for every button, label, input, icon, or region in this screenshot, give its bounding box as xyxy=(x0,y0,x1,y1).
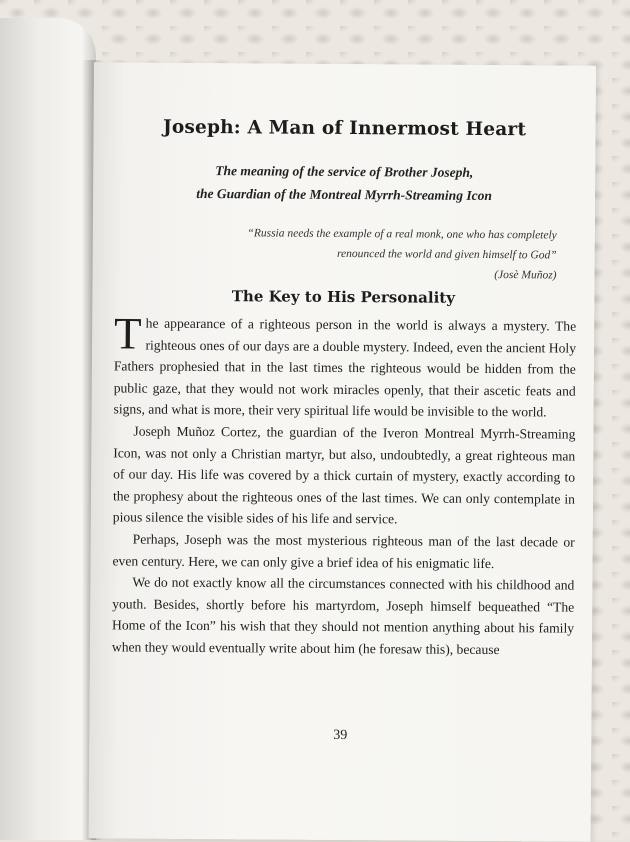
subtitle-line-2: the Guardian of the Montreal Myrrh-Streaming Icon xyxy=(196,185,492,204)
paragraph-3: Perhaps, Joseph was the most mysterious righteous man of the last decade or even century. Here, we can only give a brief idea of his enigmatic life. xyxy=(112,531,575,571)
epigraph-line-1: “Russia needs the example of a real monk, one who has completely xyxy=(247,227,557,242)
drop-cap: T xyxy=(113,308,142,359)
paragraph-4: We do not exactly know all the circumstances connected with his childhood and youth. Besides, shortly before his martyrdom, Joseph himself bequeathed “The Home of the Icon” his wish that they should not mention anything about his family when they would eventually write about him (he foresaw this), because xyxy=(111,574,575,657)
chapter-title: Joseph: A Man of Innermost Heart xyxy=(162,116,527,141)
paragraph-2: Joseph Muñoz Cortez, the guardian of the Iveron Montreal Myrrh-Streaming Icon, was not only a Christian martyr, but also, undoubtedly, a great righteous man of our day. His life was covered by a thick curtain of mystery, exactly according to the prophesy about the righteous ones of the last times. We can only contemplate in pious silence the visible sides of his life and service. xyxy=(112,423,576,527)
section-heading: The Key to His Personality xyxy=(231,287,456,307)
epigraph-author: (Josè Muñoz) xyxy=(494,269,557,282)
paragraph-1-text: he appearance of a righteous person in the world is always a mystery. The righteous ones of our days are a double mystery. Indeed, even the ancient Holy Fathers prophesied that in the last times the righteous would be hidden from the public gaze, that they would not work miracles openly, that their ascetic feats and signs, and what is more, their very spiritual life would be invisible to the world. xyxy=(113,315,577,420)
book-page xyxy=(89,62,596,841)
epigraph-line-2: renounced the world and given himself to God” xyxy=(336,247,557,262)
subtitle-line-1: The meaning of the service of Brother Joseph, xyxy=(215,163,474,180)
page-number: 39 xyxy=(333,727,348,744)
paragraph-1 xyxy=(113,308,577,423)
body-text xyxy=(111,308,577,661)
